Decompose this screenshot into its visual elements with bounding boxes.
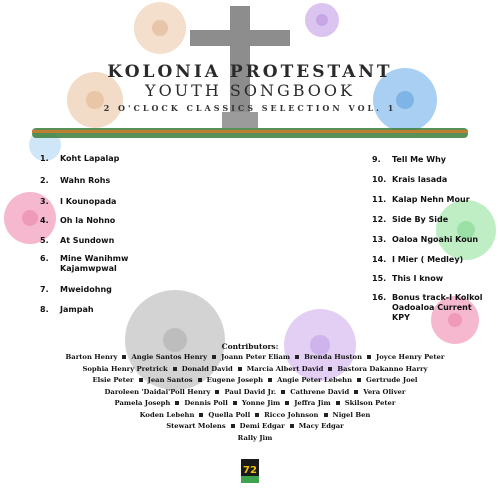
track-item: 4. Oh la Nohno (40, 216, 116, 225)
contributor-name: Stewart Molens (166, 422, 226, 430)
contributors-line (40, 352, 470, 364)
separator-square-icon (198, 378, 202, 382)
contributor-name: Pamela Joseph (114, 399, 171, 407)
track-item: 5. At Sundown (40, 236, 115, 245)
track-item: 12. Side By Side (372, 215, 449, 224)
separator-square-icon (238, 367, 242, 371)
track-item: 13. Oaloa Ngoahi Koun (372, 235, 479, 244)
contributor-name: Gertrude Joel (366, 376, 418, 384)
separator-square-icon (290, 424, 294, 428)
contributor-name: Quella Poll (208, 410, 251, 419)
contributor-name: Elsie Peter (92, 376, 134, 384)
contributor-name: Nigel Ben (332, 410, 371, 419)
track-item: 14. I Mier ( Medley) (372, 255, 464, 264)
track-item: 9. Tell Me Why (372, 155, 446, 164)
contributor-name: Rally Jim (237, 433, 273, 442)
contributor-name: Bastora Dakanno Harry (337, 364, 428, 373)
contributor-name: Sophia Henry Pretrick (82, 364, 168, 373)
track-item: 15. This I know (372, 274, 444, 283)
separator-square-icon (175, 401, 179, 405)
separator-square-icon (354, 390, 358, 394)
separator-square-icon (367, 355, 371, 359)
contributor-name: Daroleen 'Daidai'Poll Henry (104, 387, 211, 396)
svg-text:72: 72 (243, 465, 257, 476)
contributor-name: Skilson Peter (344, 399, 396, 407)
contributor-name: Macy Edgar (298, 422, 344, 430)
album-title-line2: YOUTH SONGBOOK (145, 81, 355, 100)
contributor-name: Joann Peter Eliam (221, 353, 291, 361)
contributor-name: Jean Santos (147, 376, 193, 384)
contributors-line (40, 398, 470, 410)
separator-square-icon (324, 413, 328, 417)
decorative-leaf-border (32, 128, 468, 138)
track-item: 2. Wahn Rohs (40, 176, 111, 185)
separator-square-icon (122, 355, 126, 359)
contributor-name: Jeffra Jim (294, 399, 331, 407)
separator-square-icon (139, 378, 143, 382)
contributor-name: Angie Peter Lebehn (277, 376, 353, 384)
track-item: 8. Jampah (40, 305, 94, 314)
separator-square-icon (268, 378, 272, 382)
contributor-name: Donald David (181, 364, 233, 373)
separator-square-icon (199, 413, 203, 417)
contributors-line (40, 364, 470, 376)
contributor-name: Brenda Huston (304, 353, 363, 361)
flower-lavender-top-right (305, 3, 339, 37)
track-item: 11. Kalap Nehn Mour (372, 195, 470, 204)
separator-square-icon (295, 355, 299, 359)
separator-square-icon (357, 378, 361, 382)
track-item: 16. Bonus track-I Kolkol Oadoaloa Current KPY (372, 293, 483, 322)
flower-peach-top-left (134, 2, 186, 54)
track-item: 10. Krais lasada (372, 175, 448, 184)
contributor-name: Cathrene David (290, 387, 350, 396)
contributors-line (40, 375, 470, 387)
contributor-name: Angie Santos Henry (131, 353, 208, 361)
contributors-line (40, 387, 470, 399)
separator-square-icon (212, 355, 216, 359)
contributor-name: Demi Edgar (239, 422, 285, 430)
separator-square-icon (233, 401, 237, 405)
separator-square-icon (255, 413, 259, 417)
contributor-name: Koden Lebehn (139, 410, 195, 419)
track-item: 6. Mine Wanihmw Kajamwpwal (40, 254, 129, 273)
contributors-line (40, 421, 470, 433)
contributor-name: Yonne Jim (241, 399, 281, 407)
album-title-line1: KOLONIA PROTESTANT (107, 62, 393, 82)
contributors-line (40, 433, 470, 445)
track-item: 7. Mweidohng (40, 285, 112, 294)
contributors-list (40, 352, 470, 444)
separator-square-icon (215, 390, 219, 394)
contributor-name: Marcia Albert David (246, 364, 324, 373)
contributor-name: Vera Oliver (363, 387, 406, 396)
separator-square-icon (173, 367, 177, 371)
record-label-logo (241, 459, 259, 483)
track-item: 3. I Kounopada (40, 197, 117, 206)
album-subtitle: 2 O'CLOCK CLASSICS SELECTION VOL. 1 (103, 103, 397, 113)
contributor-name: Paul David Jr. (224, 387, 277, 396)
separator-square-icon (231, 424, 235, 428)
contributor-name: Dennis Poll (184, 399, 228, 407)
separator-square-icon (285, 401, 289, 405)
contributor-name: Ricco Johnson (264, 410, 319, 419)
contributor-name: Barton Henry (65, 353, 118, 361)
separator-square-icon (336, 401, 340, 405)
contributor-name: Joyce Henry Peter (376, 353, 445, 361)
contributor-name: Eugene Joseph (206, 376, 264, 384)
flower-green-right (436, 200, 496, 260)
contributors-line (40, 410, 470, 422)
contributors-heading: Contributors: (221, 342, 279, 351)
separator-square-icon (281, 390, 285, 394)
track-item: 1. Koht Lapalap (40, 154, 120, 163)
separator-square-icon (328, 367, 332, 371)
